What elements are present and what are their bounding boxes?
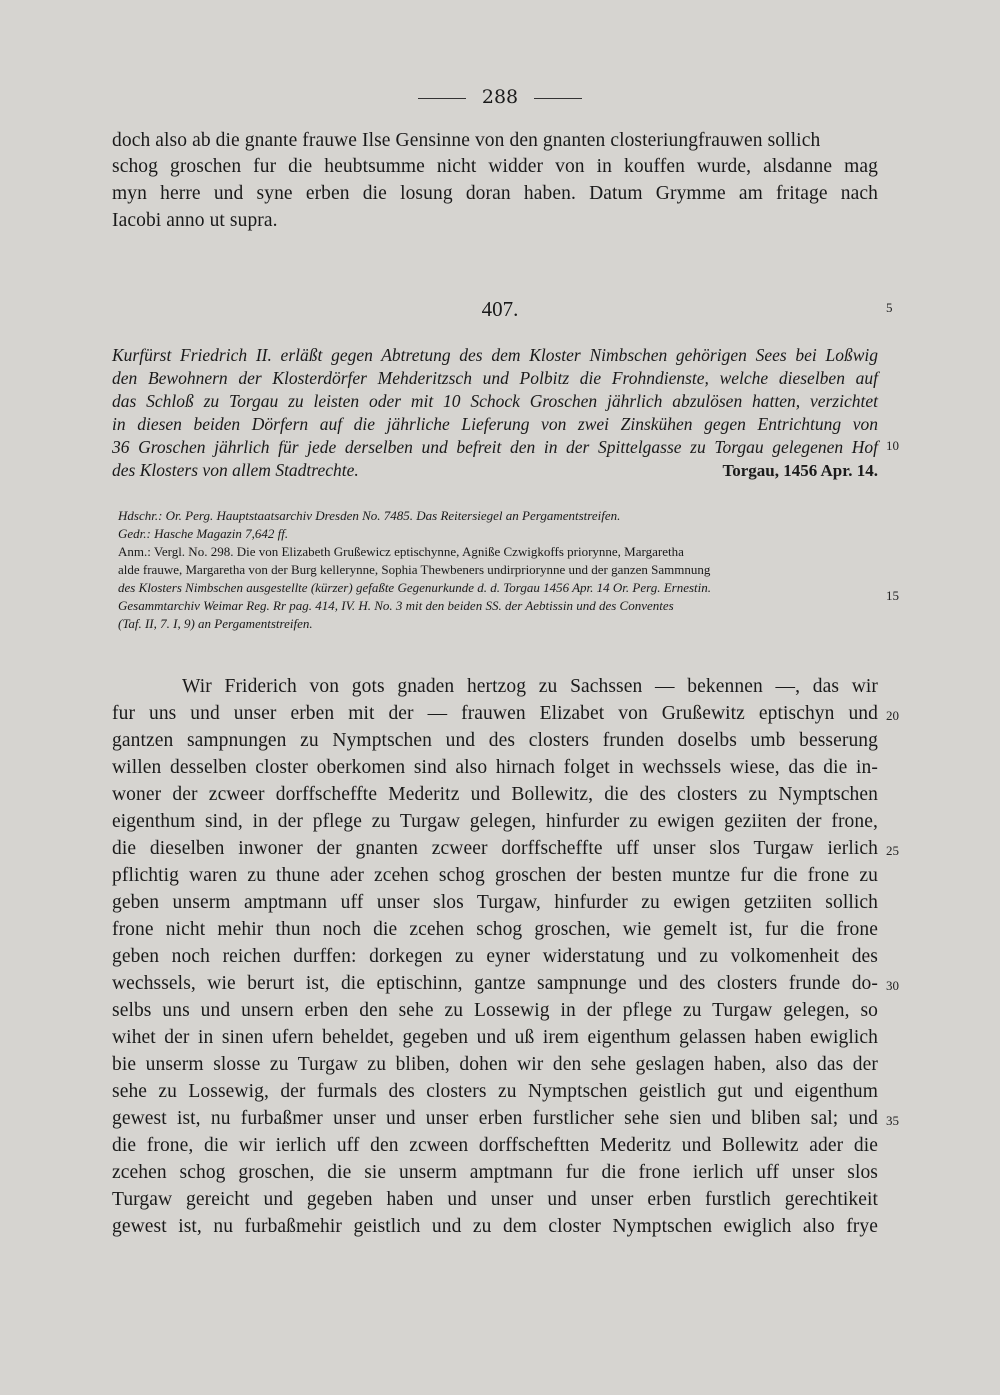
regest-line: Kurfürst Friedrich II. erläßt gegen Abtretung des dem Kloster Nimbschen gehörigen Sees bei Loßwig [112, 345, 878, 365]
text-line: wihet der in sinen ufern beheldet, gegeben und uß irem eigenthum gelassen haben ewiglich [112, 1027, 878, 1048]
note-line: (Taf. II, 7. I, 9) an Pergamentstreifen. [118, 616, 313, 631]
text-line: gantzen sampnungen zu Nymptschen und des closters frunden doselbs umb besserung [112, 730, 878, 751]
regest-line: das Schloß zu Torgau zu leisten oder mit 10 Schock Groschen jährlich abzulösen hatten, verzichtet [112, 391, 878, 411]
text-line: bie unserm slosse zu Turgaw zu bliben, dohen wir den sehe geslagen haben, also das der [112, 1054, 878, 1075]
text-line: geben noch reichen durffen: dorkegen zu eyner widerstatung und zu volkomenheit des [112, 946, 878, 967]
document-number: 407. [481, 297, 519, 321]
margin-line-number: 10 [886, 438, 899, 453]
note-line: Hdschr.: Or. Perg. Hauptstaatsarchiv Dresden No. 7485. Das Reitersiegel an Pergamentstreifen. [118, 508, 621, 523]
note-line: Anm.: Vergl. No. 298. Die von Elizabeth Grußewicz eptischynne, Agniße Czwigkoffs priorynne, Margaretha [118, 544, 684, 559]
text-line: gewest ist, nu furbaßmer unser und unser erben furstlicher sehe sien und bliben sal; und [112, 1108, 878, 1129]
margin-line-number: 20 [886, 708, 899, 723]
margin-line-number: 15 [886, 588, 899, 603]
text-line: sehe zu Lossewig, der furmals des closters zu Nymptschen geistlich gut und eigenthum [112, 1081, 878, 1102]
text-line: zcehen schog groschen, die sie unserm amptmann fur die frone ierlich uff unser slos [112, 1162, 878, 1183]
page-number: 288 [0, 86, 1000, 108]
regest-line: den Bewohnern der Klosterdörfer Mehderitzsch und Polbitz die Frohndienste, welche dieselben auf [112, 368, 878, 388]
text-line: pflichtig waren zu thune ader zcehen schog groschen der besten muntze fur die frone zu [112, 865, 878, 886]
text-line: willen desselben closter oberkomen sind also hirnach folget in wechssels wiese, das die in- [112, 757, 878, 778]
place-date: Torgau, 1456 Apr. 14. [722, 461, 878, 480]
text-line: eigenthum sind, in der pflege zu Turgaw gelegen, hinfurder zu ewigen geziiten der frone, [112, 811, 878, 832]
note-line: des Klosters Nimbschen ausgestellte (kürzer) gefaßte Gegenurkunde d. d. Torgau 1456 Apr. 14 Or. Perg. Ernestin. [118, 580, 712, 595]
text-line: gewest ist, nu furbaßmehir geistlich und zu dem closter Nymptschen ewiglich also frye [112, 1216, 878, 1237]
margin-line-number: 25 [886, 843, 899, 858]
text-line: selbs uns und unsern erben den sehe zu Lossewig in der pflege zu Turgaw gelegen, so [112, 1000, 878, 1021]
text-line: doch also ab die gnante frauwe Ilse Gensinne von den gnanten closteriungfrauwen sollich [112, 130, 821, 151]
text-line: fur uns und unser erben mit der — frauwen Elizabet von Grußewitz eptischyn und [112, 703, 878, 724]
margin-line-number: 5 [886, 300, 893, 315]
margin-line-number: 35 [886, 1113, 899, 1128]
regest-line: in diesen beiden Dörfern auf die jährliche Lieferung von zwei Zinskühen gegen Entrichtung von [112, 414, 878, 434]
regest-line: 36 Groschen jährlich für jede derselben und befreit den in der Spittelgasse zu Torgau gelegenen Hof [112, 437, 878, 457]
text-line: die frone, die wir ierlich uff den zcween dorffscheftten Mederitz und Bollewitz ader die [112, 1135, 878, 1156]
text-line: geben unserm amptmann uff unser slos Turgaw, hinfurder zu ewigen getziiten sollich [112, 892, 878, 913]
text-line: woner der zcweer dorffscheffte Mederitz und Bollewitz, die des closters zu Nymptschen [112, 784, 878, 805]
text-line: myn herre und syne erben die losung doran haben. Datum Grymme am fritage nach [112, 183, 878, 204]
text-line: Wir Friderich von gots gnaden hertzog zu Sachssen — bekennen —, das wir [182, 676, 878, 697]
text-line: die dieselben inwoner der gnanten zcweer dorffscheffte uff unser slos Turgaw ierlich [112, 838, 878, 859]
note-line: alde frauwe, Margaretha von der Burg kellerynne, Sophia Thewbeners undirpriorynne und der ganzen Sammnung [118, 562, 711, 577]
text-line: wechssels, wie berurt ist, die eptischinn, gantze sampnunge und des closters frunde do- [112, 973, 878, 994]
rule-right [534, 98, 582, 99]
text-line: frone nicht mehir thun noch die zcehen schog groschen, wie gemelt ist, fur die frone [112, 919, 878, 940]
rule-left [418, 98, 466, 99]
text-line: Turgaw gereicht und gegeben haben und unser und unser erben furstlich gerechtikeit [112, 1189, 878, 1210]
text-line: schog groschen fur die heubtsumme nicht widder von in kouffen wurde, alsdanne mag [112, 156, 878, 177]
regest-line: des Klosters von allem Stadtrechte. [112, 460, 359, 480]
text-line: Iacobi anno ut supra. [112, 210, 278, 231]
note-line: Gedr.: Hasche Magazin 7,642 ff. [118, 526, 289, 541]
margin-line-number: 30 [886, 978, 899, 993]
note-line: Gesammtarchiv Weimar Reg. Rr pag. 414, IV. H. No. 3 mit den beiden SS. der Aebtissin und des Conventes [118, 598, 674, 613]
